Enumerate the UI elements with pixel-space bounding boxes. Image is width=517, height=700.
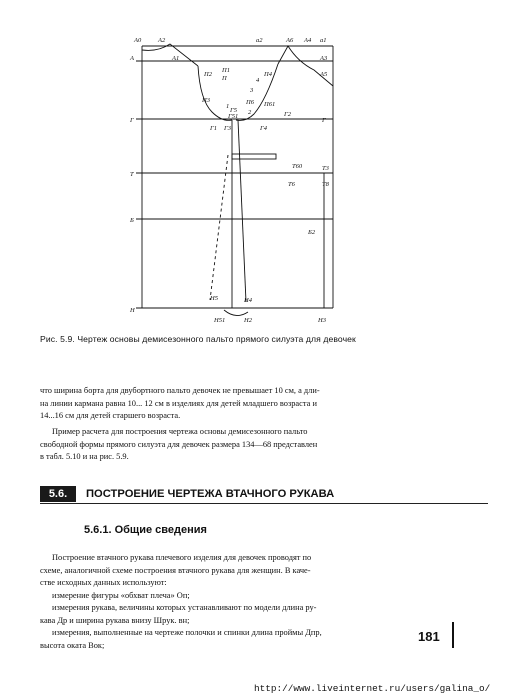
front-shoulder <box>278 46 333 86</box>
label-point: A5 <box>320 71 328 78</box>
label-point: Г <box>322 117 326 124</box>
label-point: П4 <box>264 71 272 78</box>
label-point: 1 <box>226 103 230 110</box>
label-point: Т8 <box>322 181 329 188</box>
watermark-url: http://www.liveinternet.ru/users/galina_o/ <box>254 683 491 694</box>
label-point: Г51 <box>228 113 239 120</box>
label-point: П61 <box>264 101 276 108</box>
label-point: Н <box>130 307 135 314</box>
coat-pattern-svg <box>128 30 348 330</box>
label-point: Н4 <box>244 297 252 304</box>
label-point: Н2 <box>244 317 252 324</box>
label-point: 2 <box>248 109 252 116</box>
label-point: A3 <box>320 55 328 62</box>
text-line: высота оката Вок; <box>40 640 105 650</box>
label-point: П <box>222 75 227 82</box>
label-point: a2 <box>256 37 263 44</box>
section-title: ПОСТРОЕНИЕ ЧЕРТЕЖА ВТАЧНОГО РУКАВА <box>86 488 335 500</box>
label-point: 3 <box>250 87 254 94</box>
paragraph-2 <box>40 426 490 464</box>
label-point: A2 <box>158 37 166 44</box>
text-line: что ширина борта для двубортного пальто девочек не превышает 10 см, а дли- <box>40 386 320 395</box>
label-point: a1 <box>320 37 327 44</box>
label-point: П6 <box>246 99 254 106</box>
label-point: Г5 <box>230 107 237 114</box>
label-point: Г <box>130 117 134 124</box>
label-point: П2 <box>204 71 212 78</box>
text-line: Пример расчета для построения чертежа основы демисезонного пальто <box>52 427 308 436</box>
page-number-rule <box>452 622 454 648</box>
dashed-guide <box>210 155 228 300</box>
pocket <box>232 154 276 159</box>
label-point: A6 <box>286 37 294 44</box>
point-labels <box>129 37 330 324</box>
text-line: измерения рукава, величины которых устанавливают по модели длина ру- <box>52 603 317 612</box>
pattern-drawing <box>128 30 348 330</box>
text-line: Построение втачного рукава плечевого изделия для девочек проводят по <box>52 553 312 562</box>
label-point: A0 <box>134 37 142 44</box>
text-line: измерения, выполненные на чертеже полочки и спинки длина проймы Дпр, <box>52 628 322 637</box>
label-point: Г3 <box>224 125 231 132</box>
label-point: Н51 <box>214 317 226 324</box>
label-point: Т3 <box>322 165 329 172</box>
label-point: 4 <box>256 77 260 84</box>
label-point: Т60 <box>292 163 303 170</box>
subsection-title: 5.6.1. Общие сведения <box>84 524 207 536</box>
front-side-seam <box>238 120 246 302</box>
figure-caption: Рис. 5.9. Чертеж основы демисезонного пальто прямого силуэта для девочек <box>40 334 356 344</box>
text-line: в табл. 5.10 и на рис. 5.9. <box>40 452 129 461</box>
label-point: П1 <box>222 67 230 74</box>
label-point: Г4 <box>260 125 267 132</box>
text-line: стве исходных данных используют: <box>40 578 167 587</box>
label-point: Т6 <box>288 181 295 188</box>
page-number: 181 <box>418 629 440 644</box>
label-point: A <box>130 55 134 62</box>
text-line: кава Др и ширина рукава внизу Шрук. вн; <box>40 615 190 625</box>
paragraph-1 <box>40 385 490 423</box>
label-point: Н5 <box>210 295 218 302</box>
label-point: Г2 <box>284 111 291 118</box>
label-point: П3 <box>202 97 210 104</box>
section-number: 5.6. <box>40 486 76 502</box>
label-point: A1 <box>172 55 180 62</box>
label-point: Н3 <box>318 317 326 324</box>
text-line: свободной формы прямого силуэта для девочек размера 134—68 представлен <box>40 439 318 449</box>
label-point: Б2 <box>308 229 316 236</box>
text-line: измерение фигуры «обхват плеча» Оп; <box>52 590 190 600</box>
label-point: Т <box>130 171 134 178</box>
hem-curve <box>224 310 248 316</box>
label-point: Б <box>130 217 134 224</box>
text-line: схеме, аналогичной схеме построения втачного рукава для женщин. В каче- <box>40 565 311 575</box>
label-point: Г1 <box>210 125 217 132</box>
text-line: 14...16 см для детей старшего возраста. <box>40 411 181 420</box>
text-line: на линии кармана равна 10... 12 см в изделиях для детей младшего возраста и <box>40 398 317 408</box>
section-heading <box>40 486 488 504</box>
back-shoulder <box>142 44 198 66</box>
label-point: A4 <box>304 37 312 44</box>
